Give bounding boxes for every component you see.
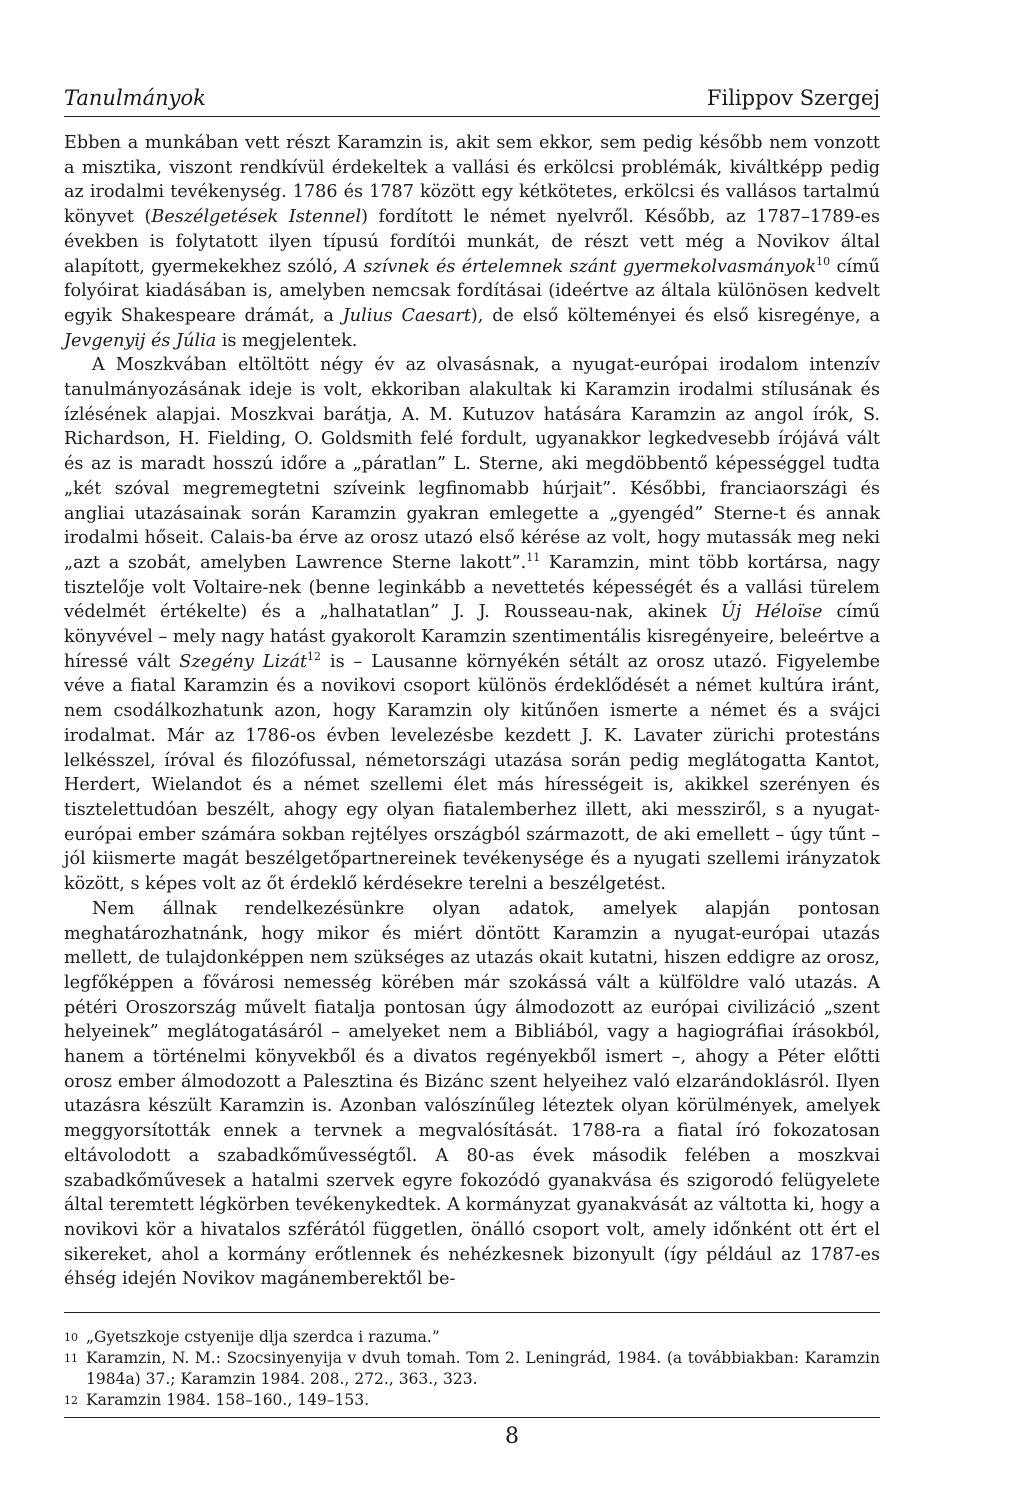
text-run: A Moszkvában eltöltött négy év az olvasásnak, a nyugat-európai irodalom intenzív tanulmányozásának ideje is volt, ekkoriban alakultak ki Karamzin irodalmi stílusának és ízlésének alapjai. Moszkvai barátja, A. M. Kutuzov hatására Karamzin az angol írók, S. Richardson, H. Fielding, O. Goldsmith felé fordult, ugyanakkor legkedvesebb írójává vált és az is maradt hosszú időre a „páratlan” L. Sterne, aki megdöbbentő képességgel tudta „két szóval megremegtetni szíveink legfinomabb húrjait”. Későbbi, franciaországi és angliai utazásainak során Karamzin gyakran emlegette a „gyengéd” Sterne-t és annak irodalmi hőseit. Calais-ba érve az orosz utazó első kérése az volt, hogy mutassák meg neki „azt a szobát, amelyben Lawrence Sterne lakott”. [64,355,880,573]
page [64,86,880,1418]
footnote-end-rule [64,1417,880,1418]
italic-title: Julius Caesart [342,305,471,326]
running-header [64,86,880,117]
text-run: is megjelentek. [216,330,358,351]
text-run: ) fordított le német nyelvről. Később, az 1787–1789-es években is folytatott ilyen típusú fordítói munkát, de részt vett még a Novikov által alapított, gyermekekhez szóló, [64,207,880,277]
section-title: Tanulmányok [64,86,206,110]
italic-title: Szegény Lizát [179,651,308,672]
footnote-number: 12 [64,1394,78,1408]
text-run: Karamzin, mint több kortársa, nagy tisztelője volt Voltaire-nek (benne leginkább a nevettetés képességét és a vallási türelem védelmét értékelte) és a „halhatatlan” J. J. Rousseau-nak, akinek [64,552,880,623]
footnote-text: Karamzin 1984. 158–160., 149–153. [86,1391,370,1410]
footnotes [64,1327,880,1411]
italic-title: Jevgenyij és Júlia [64,330,217,351]
paragraph-3: Nem állnak rendelkezésünkre olyan adatok, amelyek alapján pontosan meghatározhatnánk, hogy mikor és miért döntött Karamzin a nyugat-európai utazás mellett, de tulajdonképpen nem szükséges az utazás okait kutatni, hiszen eddigre az orosz, legfőképpen a fővárosi nemesség körében már szokássá vált a külföldre való utazás. A pétéri Oroszország művelt fiatalja pontosan úgy álmodozott az európai civilizáció „szent helyeinek” meglátogatásáról – amelyeket nem a Bibliából, vagy a hagiográfiai írásokból, hanem a történelmi könyvekből és a divatos regényekből ismert –, ahogy a Péter előtti orosz ember álmodozott a Palesztina és Bizánc szent helyeihez való elzarándoklásról. Ilyen utazásra készült Karamzin is. Azonban valószínűleg léteztek olyan körülmények, amelyek meggyorsították ennek a tervnek a megvalósítását. 1788-ra a fiatal író fokozatosan eltávolodott a szabadkőművességtől. A 80-as évek második felében a moszkvai szabadkőművesek a hatalmi szervek egyre fokozódó gyanakvása és szigorodó felügyelete által teremtett légkörben tevékenykedtek. A kormányzat gyanakvását az váltotta ki, hogy a novikovi kör a hivatalos szférától független, önálló csoport volt, amely időnként ott ért el sikereket, ahol a kormány erőtlennek és nehézkesnek bizonyult (így például az 1787-es éhség idején Novikov magánemberektől be- [64,898,880,1290]
footnote-ref: 11 [526,551,541,565]
text-run: című könyvével – mely nagy hatást gyakorolt Karamzin szentimentális kisregényeire, beleértve a híressé vált [64,602,880,672]
footnote-number: 10 [64,1331,78,1345]
footnote-separator [64,1312,880,1313]
page-number-area [0,1424,1024,1449]
footnote-ref: 12 [307,649,322,663]
footnote-text: Karamzin, N. M.: Szocsinyenyija v dvuh tomah. Tom 2. Leningrád, 1984. (a továbbiakban: Karamzin 1984a) 37.; Karamzin 1984. 208., 272., 363., 323. [86,1349,880,1389]
footnote-10 [64,1327,880,1348]
footnote-text: „Gyetszkoje cstyenije dlja szerdca i razuma.” [86,1328,440,1347]
italic-title: A szívnek és értelemnek szánt gyermekolvasmányok [344,256,817,277]
paragraph-1 [64,131,880,353]
footnote-12 [64,1390,880,1411]
body-text [64,131,880,1292]
paragraph-2 [64,353,880,896]
author-name: Filippov Szergej [706,86,880,110]
footnote-number: 11 [64,1352,78,1366]
footnote-11 [64,1348,880,1390]
text-run: Ebben a munkában vett részt Karamzin is, akit sem ekkor, sem pedig később nem vonzott a misztika, viszont rendkívül érdekeltek a vallási és erkölcsi problémák, kiváltképp pedig az irodalmi tevékenység. 1786 és 1787 között egy kétkötetes, erkölcsi és vallásos tartalmú könyvet ( [64,133,880,228]
footnote-ref: 10 [816,254,831,268]
italic-title: Beszélgetések Istennel [151,207,362,228]
text-run: ), de első költeményei és első kisregénye, a [470,305,880,326]
text-run: is – Lausanne környékén sétált az orosz utazó. Figyelembe véve a fiatal Karamzin és a novikovi csoport különös érdeklődését a német kultúra iránt, nem csodálkozhatunk azon, hogy Karamzin oly kitűnően ismerte a német és a svájci irodalmat. Már az 1786-os évben levelezésbe kezdett J. K. Lavater zürichi protestáns lelkésszel, íróval és filozófussal, németországi utazása során pedig meglátogatta Kantot, Herdert, Wielandot és a német szellemi élet más hírességeit is, akikkel szerényen és tisztelettudóan beszélt, ahogy egy olyan fiatalemberhez illett, aki messziről, s a nyugat-európai ember számára sokban rejtélyes országból származott, de aki emellett – úgy tűnt – jól kiismerte magát beszélgetőpartnereinek tevékenysége és a nyugati szellemi irányzatok között, s képes volt az őt érdeklő kérdésekre terelni a beszélgetést. [64,651,880,895]
text-run: című folyóirat kiadásában is, amelyben nemcsak fordításai (ideértve az általa különösen kedvelt egyik Shakespeare drámát, a [64,256,880,326]
italic-title: Új Héloïse [720,602,823,623]
page-number: 8 [505,1424,519,1449]
